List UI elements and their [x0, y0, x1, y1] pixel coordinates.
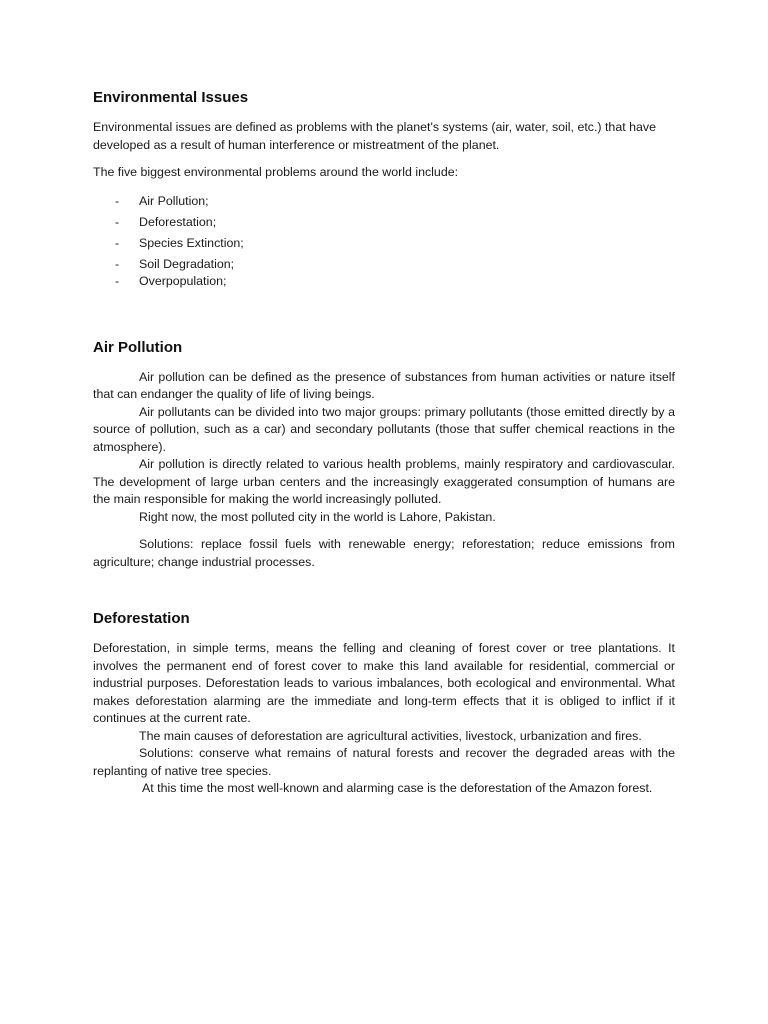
- air-pollution-paragraph: Right now, the most polluted city in the world is Lahore, Pakistan.: [139, 509, 496, 524]
- bullet-dash: -: [115, 274, 120, 288]
- list-item: [93, 214, 675, 232]
- section-heading-environmental-issues: Environmental Issues: [93, 89, 249, 106]
- deforestation-paragraph: At this time the most well-known and alarming case is the deforestation of the Amazon forest.: [142, 781, 653, 795]
- bullet-dash: -: [115, 235, 120, 250]
- list-item-label: Soil Degradation;: [139, 256, 235, 271]
- list-item-label: Overpopulation;: [139, 274, 227, 288]
- deforestation-paragraph: Deforestation, in simple terms, means the felling and cleaning of forest cover or tree plantations. It involves the permanent end of forest cover to make this land available for residential, commercial or industrial purposes. Deforestation leads to various imbalances, both ecological and environmental. What makes deforestation alarming are the immediate and long-term effects that it is obliged to inflict if it continues at the current rate.: [93, 641, 675, 725]
- deforestation-paragraph: Solutions: conserve what remains of natural forests and recover the degraded areas with the replanting of native tree species.: [93, 746, 675, 778]
- environmental-issues-list-intro: The five biggest environmental problems around the world include:: [93, 165, 459, 179]
- list-item-label: Species Extinction;: [139, 235, 244, 250]
- list-item-label: Air Pollution;: [139, 193, 209, 208]
- section-heading-air-pollution: Air Pollution: [93, 338, 183, 356]
- list-item: [93, 235, 675, 253]
- section-heading-deforestation: Deforestation: [93, 610, 190, 627]
- bullet-dash: -: [115, 214, 120, 229]
- list-item: [93, 273, 675, 291]
- environmental-problems-list: [93, 193, 675, 291]
- air-pollution-paragraph: Air pollutants can be divided into two major groups: primary pollutants (those emitted directly by a source of pollution, such as a car) and secondary pollutants (those that suffer chemical reactions in the atmosphere).: [93, 404, 675, 454]
- environmental-issues-intro: Environmental issues are defined as problems with the planet's systems (air, water, soil, etc.) that have developed as a result of human interference or mistreatment of the planet.: [93, 120, 656, 152]
- list-item-label: Deforestation;: [139, 214, 217, 229]
- deforestation-paragraph: The main causes of deforestation are agricultural activities, livestock, urbanization and fires.: [139, 728, 642, 743]
- bullet-dash: -: [115, 193, 120, 208]
- bullet-dash: -: [115, 256, 120, 271]
- air-pollution-paragraph: Air pollution is directly related to various health problems, mainly respiratory and cardiovascular. The development of large urban centers and the increasingly exaggerated consumption of humans are the main responsible for making the world increasingly polluted.: [93, 457, 675, 506]
- list-item: [93, 193, 675, 211]
- list-item: [93, 256, 675, 274]
- air-pollution-solutions: Solutions: replace fossil fuels with renewable energy; reforestation; reduce emissions from agriculture; change industrial processes.: [93, 537, 675, 569]
- document-page: [93, 88, 675, 798]
- air-pollution-paragraph: Air pollution can be defined as the presence of substances from human activities or nature itself that can endanger the quality of life of living beings.: [93, 369, 675, 401]
